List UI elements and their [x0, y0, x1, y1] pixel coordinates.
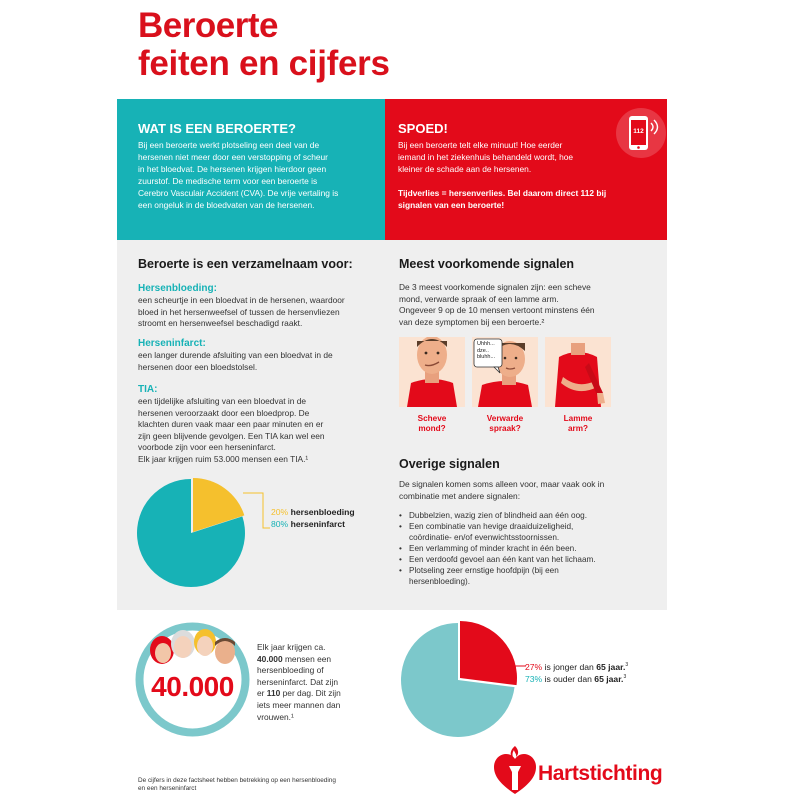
bullet-item [399, 543, 649, 554]
label-line: mond? [418, 424, 446, 433]
footnote-line: De cijfers in deze factsheet hebben betrekking op een hersenbloeding [138, 777, 336, 784]
overige-text [399, 479, 644, 502]
spoed-text [398, 139, 628, 175]
text-line: Elk jaar krijgen ruim 53.000 mensen een TIA.¹ [138, 453, 309, 464]
heart-torch-icon [492, 744, 538, 796]
stats-text: Elk jaar krijgen ca. [257, 642, 326, 652]
verzamelnaam-heading: Beroerte is een verzamelnaam voor: [138, 257, 353, 271]
stats-line [257, 677, 377, 689]
label-line: arm? [567, 424, 589, 433]
what-is-line: Cerebro Vasculair Accident (CVA). De vrije vertaling is [138, 188, 339, 198]
bullet-line: Een verdoofd gevoel aan één kant van het lichaam. [409, 555, 596, 564]
label-line: spraak? [489, 424, 521, 433]
herseninfarct-text [138, 350, 378, 373]
bullet-line: Plotseling zeer ernstige hoofdpijn (bij een [409, 566, 559, 575]
text-line: stroomt en hersenweefsel beschadigd raakt. [138, 318, 303, 329]
speech-text: dze.. [477, 347, 489, 354]
overige-heading: Overige signalen [399, 457, 500, 471]
text-line: zijn geen blijvende gevolgen. Een TIA kan wel een [138, 430, 325, 441]
overige-bullet-list [399, 510, 649, 587]
big-number: 40.000 [151, 671, 234, 702]
legend-label: is ouder dan [544, 673, 592, 684]
scheve-mond-label [399, 414, 465, 434]
legend-ouder [525, 672, 626, 685]
text-line: voorbode zijn voor een herseninfarct. [138, 442, 276, 453]
stats-line [257, 688, 377, 700]
text-line: een tijdelijke afsluiting van een bloedvat in de [138, 396, 307, 406]
legend-label: hersenbloeding [290, 507, 355, 517]
what-is-text [138, 139, 383, 211]
spoed-panel [385, 99, 667, 240]
stats-text: hersenbloeding of [257, 665, 324, 676]
pie2-leader-line [501, 658, 527, 680]
text-line: een langer durende afsluiting van een bloedvat in de [138, 350, 333, 360]
what-is-heading: WAT IS EEN BEROERTE? [138, 121, 296, 136]
bullet-item [399, 521, 649, 543]
stats-text: mensen een [282, 653, 332, 664]
spoed-bold-line: signalen van een beroerte! [398, 200, 505, 210]
speech-text: Uhhh... [477, 341, 495, 347]
legend-value: 80% [271, 519, 289, 529]
pie-chart-type [133, 477, 373, 587]
text-line: Ongeveer 9 op de 10 mensen vertoont minstens één [399, 305, 595, 316]
pie-chart-type-svg [133, 477, 253, 587]
bullet-item [399, 565, 649, 587]
stats-line [257, 700, 377, 712]
spoed-bold-line: Tijdverlies = hersenverlies. Bel daarom direct 112 bij [398, 188, 607, 198]
text-line: bloed in het hersenweefsel of tussen de hersenvliezen [138, 306, 340, 317]
spoed-line: Bij een beroerte telt elke minuut! Hoe eerder [398, 140, 563, 150]
what-is-line: hersenen niet meer door een verstopping of scheur [138, 152, 328, 162]
text-line: van deze symptomen bij een beroerte.² [399, 316, 545, 327]
spoed-line: iemand in het ziekenhuis behandeld wordt, hoe [398, 152, 574, 162]
bullet-item [399, 510, 649, 521]
label-line: Lamme [563, 414, 593, 423]
what-is-line: zuurstof. De medische term voor een beroerte is [138, 176, 318, 186]
bullet-line: Dubbelzien, wazig zien of blindheid aan één oog. [409, 511, 587, 520]
text-line: hersenen door een bloedstolsel. [138, 361, 258, 372]
signalen-heading: Meest voorkomende signalen [399, 257, 575, 271]
lamme-arm-illustration [545, 337, 611, 407]
pie-chart-age-svg [398, 620, 518, 740]
stats-text: iets meer mannen dan [257, 699, 341, 710]
stats-text: er [257, 688, 267, 699]
text-line: hersenen veroorzaakt door een bloedprop. De [138, 407, 310, 418]
page-title: Beroerte [138, 6, 278, 45]
herseninfarct-term: Herseninfarct: [138, 338, 206, 349]
legend-label: is jonger dan [544, 661, 594, 672]
bullet-line: coördinatie- en/of evenwichtsstoornissen. [409, 533, 560, 542]
stats-text: herseninfarct. Dat zijn [257, 676, 338, 687]
spoed-bold-text [398, 187, 658, 211]
label-line: Verwarde [486, 414, 524, 423]
legend-sup: 3 [623, 674, 627, 680]
legend-hersenbloeding [271, 507, 355, 518]
text-line: De 3 meest voorkomende signalen zijn: een scheve [399, 282, 591, 292]
stats-text: per dag. Dit zijn [280, 688, 341, 699]
stats-line [257, 665, 377, 677]
what-is-line: in het bloedvat. De hersenen krijgen hierdoor geen [138, 164, 327, 174]
text-line: een scheurtje in een bloedvat in de hersenen, waardoor [138, 295, 345, 305]
what-is-panel [117, 99, 385, 240]
stats-number: 110 [266, 688, 281, 699]
page-subtitle: feiten en cijfers [138, 44, 390, 83]
legend-sup: 3 [625, 662, 629, 668]
signalen-text [399, 282, 639, 328]
verwarde-spraak-illustration [472, 337, 538, 407]
legend-label: herseninfarct [290, 519, 346, 529]
bullet-item [399, 554, 649, 565]
text-line: klachten duren vaak maar een paar minuten en er [138, 419, 324, 430]
logo-text: Hartstichting [538, 762, 663, 785]
bullet-line: hersenbloeding). [409, 577, 470, 586]
phone-112-label: 112 [633, 128, 644, 135]
lamme-arm-label [545, 414, 611, 434]
hersenbloeding-text [138, 295, 378, 330]
footnote [138, 777, 398, 794]
scheve-mond-illustration [399, 337, 465, 407]
legend-value: 73% [525, 673, 543, 684]
stats-text [257, 642, 377, 723]
stats-text: vrouwen.¹ [257, 711, 294, 722]
label-line: Scheve [417, 414, 447, 423]
stats-line [257, 642, 377, 654]
legend-label-bold: 65 jaar. [594, 673, 624, 684]
legend-label-bold: 65 jaar. [596, 661, 626, 672]
text-line: combinatie met andere signalen: [399, 490, 521, 501]
speech-text: bluhh... [477, 354, 496, 361]
legend-herseninfarct [271, 519, 345, 530]
legend-value: 20% [271, 507, 289, 517]
spoed-heading: SPOED! [398, 121, 448, 136]
hersenbloeding-term: Hersenbloeding: [138, 283, 217, 294]
text-line: De signalen komen soms alleen voor, maar vaak ook in [399, 479, 605, 489]
text-line: mond, verwarde spraak of een lamme arm. [399, 293, 559, 304]
legend-value: 27% [525, 661, 543, 672]
tia-text [138, 396, 378, 466]
pie1-leader-line [243, 492, 271, 532]
legend-jonger [525, 660, 628, 673]
bullet-line: Een combinatie van hevige draaiduizeligheid, [409, 522, 574, 531]
bullet-line: Een verlamming of minder kracht in één been. [409, 544, 577, 553]
verwarde-spraak-label [472, 414, 538, 434]
footnote-line: en een herseninfarct [138, 785, 197, 793]
stats-line [257, 712, 377, 724]
stats-number: 40.000 [257, 653, 283, 664]
spoed-line: kleiner de schade aan de hersenen. [398, 164, 532, 174]
speech-bubble [477, 341, 495, 361]
tia-term: TIA: [138, 384, 158, 395]
what-is-line: Bij een beroerte werkt plotseling een deel van de [138, 140, 320, 150]
what-is-line: een ongeluk in de bloedvaten van de hersenen. [138, 200, 315, 210]
phone-112-icon [615, 107, 667, 159]
pie-chart-age [398, 620, 658, 740]
stats-line [257, 654, 377, 666]
stats-circle [135, 622, 250, 737]
